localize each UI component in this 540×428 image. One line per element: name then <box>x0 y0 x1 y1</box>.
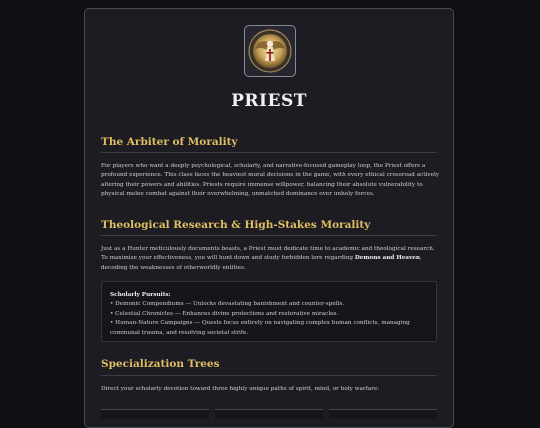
paragraph-emphasis: Demons and Heaven <box>354 255 421 262</box>
section-divider <box>101 235 437 236</box>
section-divider <box>101 152 437 153</box>
specialization-tree-row <box>101 409 437 419</box>
specialization-tree-card[interactable] <box>215 409 323 419</box>
page-title: PRIEST <box>231 91 307 111</box>
section-heading-arbiter: The Arbiter of Morality <box>101 136 238 148</box>
section-heading-research: Theological Research & High-Stakes Morality <box>101 219 371 231</box>
paragraph-text: , decoding the weaknesses of otherworldly entities. <box>101 255 422 271</box>
list-item: • Celestial Chronicles — Enhances divine protections and restorative miracles. <box>110 310 339 317</box>
section-paragraph-specialization: Direct your scholarly devotion toward three highly unique paths of spirit, mind, or holy warfare: <box>101 386 380 392</box>
section-heading-specialization: Specialization Trees <box>101 358 220 370</box>
section-paragraph-arbiter: For players who want a deeply psychological, scholarly, and narrative-focused gameplay loop, the Priest offers a profound experience. This class faces the heaviest moral decisions in the game, with every ethical crossroad actively altering their powers and abilities. Priests require immense willpower, balancing their absolute vulnerability to physical melee combat against their overwhelming, unmatched dominance over unholy forces. <box>101 163 440 198</box>
class-emblem <box>244 25 296 77</box>
specialization-tree-card[interactable] <box>101 409 209 419</box>
winged-angel-emblem-icon <box>248 29 292 73</box>
section-paragraph-research <box>101 245 439 273</box>
list-item: • Human-Nature Campaigns — Quests focus entirely on navigating complex human conflicts, managing communal trauma, and resolving societal strife. <box>110 320 410 336</box>
list-item: • Demonic Compendiums — Unlocks devastating banishment and counter-spells. <box>110 301 345 308</box>
class-info-card <box>84 8 454 428</box>
scholarly-pursuits-box <box>101 281 437 342</box>
section-divider <box>101 375 437 376</box>
specialization-tree-card[interactable] <box>329 409 437 419</box>
paragraph-text: Just as a Hunter meticulously documents beasts, a Priest must dedicate time to academic and theological research. To maximize your effectiveness, you will hunt down and study forbidden lore regarding <box>101 246 435 262</box>
box-title: Scholarly Pursuits: <box>110 292 171 298</box>
